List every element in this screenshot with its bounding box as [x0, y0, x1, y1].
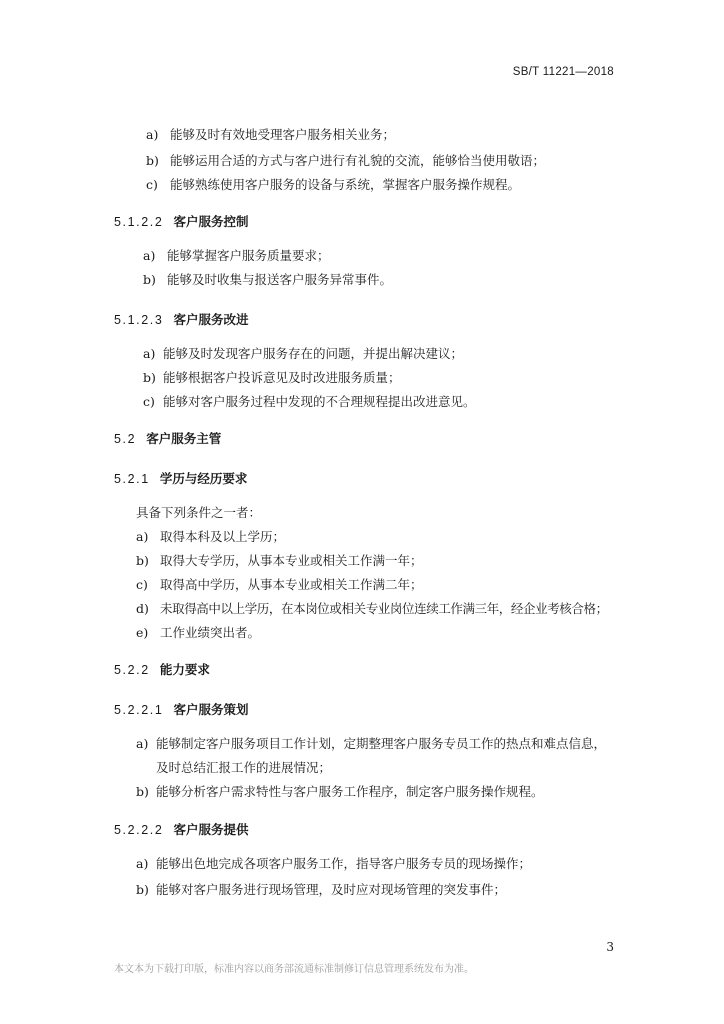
list-item: a) 能够掌握客户服务质量要求；: [143, 248, 330, 263]
footer-note: 本文本为下载打印版，标准内容以商务部流通标准制修订信息管理系统发布为准。: [114, 964, 474, 975]
list-item: b) 能够及时收集与报送客户服务异常事件。: [143, 272, 393, 287]
list-item: d) 未取得高中以上学历，在本岗位或相关专业岗位连续工作满三年，经企业考核合格；: [136, 601, 608, 616]
list-item: c) 取得高中学历，从事本专业或相关工作满二年；: [136, 577, 423, 592]
list-item: a) 能够及时有效地受理客户服务相关业务；: [146, 127, 396, 142]
section-heading: 5.1.2.2 客户服务控制: [114, 214, 249, 229]
list-item: c) 能够熟练使用客户服务的设备与系统，掌握客户服务操作规程。: [146, 177, 521, 192]
section-heading: 5.2.2.1 客户服务策划: [114, 702, 249, 717]
list-item: a) 能够及时发现客户服务存在的问题，并提出解决建议；: [143, 346, 464, 361]
list-item: a) 能够出色地完成各项客户服务工作，指导客户服务专员的现场操作；: [136, 856, 532, 871]
page-number: 3: [606, 940, 614, 954]
section-heading: 5.1.2.3 客户服务改进: [114, 312, 249, 327]
list-item: a) 取得本科及以上学历；: [136, 529, 286, 544]
list-item: b) 能够根据客户投诉意见及时改进服务质量；: [143, 370, 401, 385]
list-item-continuation: 及时总结汇报工作的进展情况；: [156, 760, 332, 775]
list-item: b) 能够分析客户需求特性与客户服务工作程序，制定客户服务操作规程。: [136, 784, 544, 799]
list-item: c) 能够对客户服务过程中发现的不合理规程提出改进意见。: [143, 394, 476, 409]
list-item: b) 取得大专学历，从事本专业或相关工作满一年；: [136, 553, 423, 568]
section-heading: 5.2.1 学历与经历要求: [114, 471, 248, 486]
section-heading: 5.2.2 能力要求: [114, 662, 210, 677]
list-item: a) 能够制定客户服务项目工作计划，定期整理客户服务专员工作的热点和难点信息，: [136, 736, 607, 751]
standard-number: SB/T 11221—2018: [512, 66, 614, 78]
intro-text: 具备下列条件之一者：: [136, 505, 262, 520]
list-item: b) 能够对客户服务进行现场管理，及时应对现场管理的突发事件；: [136, 882, 507, 897]
section-heading: 5.2.2.2 客户服务提供: [114, 822, 249, 837]
section-heading: 5.2 客户服务主管: [114, 431, 222, 446]
list-item: e) 工作业绩突出者。: [136, 625, 261, 640]
list-item: b) 能够运用合适的方式与客户进行有礼貌的交流，能够恰当使用敬语；: [146, 153, 546, 168]
